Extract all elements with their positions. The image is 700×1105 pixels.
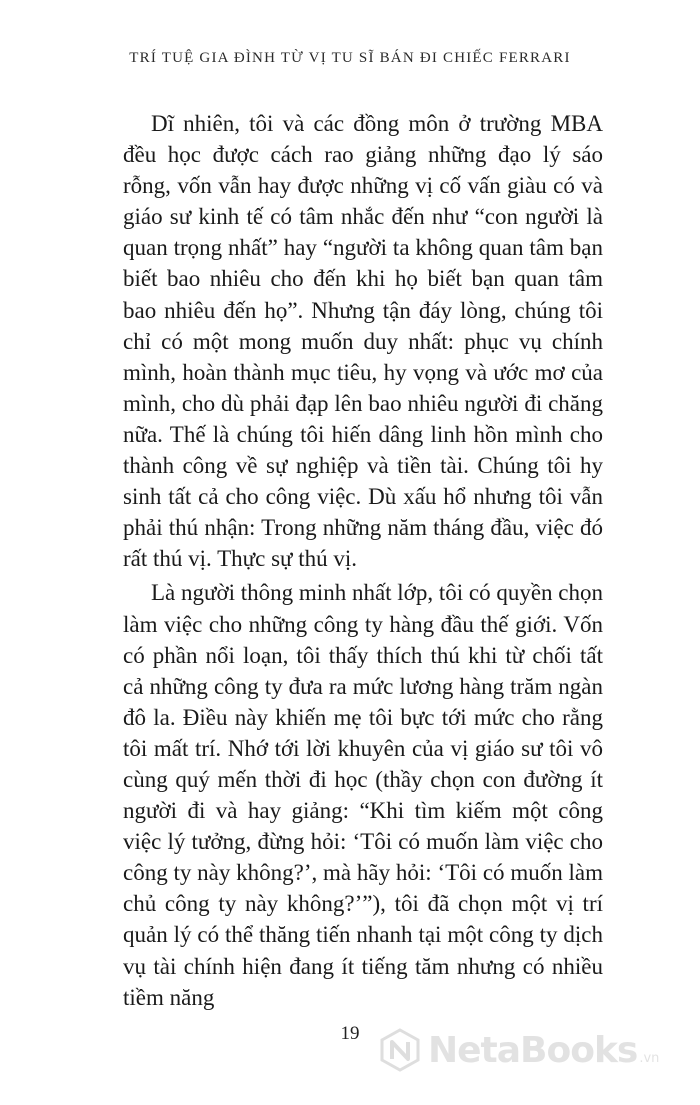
body-text xyxy=(123,108,603,1013)
paragraph: Là người thông minh nhất lớp, tôi có quyền chọn làm việc cho những công ty hàng đầu thế giới. Vốn có phần nổi loạn, tôi thấy thích thú khi từ chối tất cả những công ty đưa ra mức lương hàng trăm ngàn đô la. Điều này khiến mẹ tôi bực tới mức cho rằng tôi mất trí. Nhớ tới lời khuyên của vị giáo sư tôi vô cùng quý mến thời đi học (thầy chọn con đường ít người đi và hay giảng: “Khi tìm kiếm một công việc lý tưởng, đừng hỏi: ‘Tôi có muốn làm việc cho công ty này không?’, mà hãy hỏi: ‘Tôi có muốn làm chủ công ty này không?’”), tôi đã chọn một vị trí quản lý có thể thăng tiến nhanh tại một công ty dịch vụ tài chính hiện đang ít tiếng tăm nhưng có nhiều tiềm năng xyxy=(123,580,604,1010)
netabooks-logo-icon xyxy=(378,1028,422,1072)
running-header: TRÍ TUỆ GIA ĐÌNH TỪ VỊ TU SĨ BÁN ĐI CHIẾC FERRARI xyxy=(129,50,571,66)
paragraph: Dĩ nhiên, tôi và các đồng môn ở trường MBA đều học được cách rao giảng những đạo lý sáo rỗng, vốn vẫn hay được những vị cố vấn giàu có và giáo sư kinh tế có tâm nhắc đến như “con người là quan trọng nhất” hay “người ta không quan tâm bạn biết bao nhiêu cho đến khi họ biết bạn quan tâm bao nhiêu đến họ”. Nhưng tận đáy lòng, chúng tôi chỉ có một mong muốn duy nhất: phục vụ chính mình, hoàn thành mục tiêu, hy vọng và ước mơ của mình, cho dù phải đạp lên bao nhiêu người đi chăng nữa. Thế là chúng tôi hiến dâng linh hồn mình cho thành công về sự nghiệp và tiền tài. Chúng tôi hy sinh tất cả cho công việc. Dù xấu hổ nhưng tôi vẫn phải thú nhận: Trong những năm tháng đầu, việc đó rất thú vị. Thực sự thú vị. xyxy=(123,111,603,572)
page-number: 19 xyxy=(340,1023,360,1044)
watermark-brand: NetaBooks xyxy=(428,1029,638,1071)
watermark xyxy=(378,1028,659,1072)
watermark-suffix: .vn xyxy=(639,1051,660,1066)
